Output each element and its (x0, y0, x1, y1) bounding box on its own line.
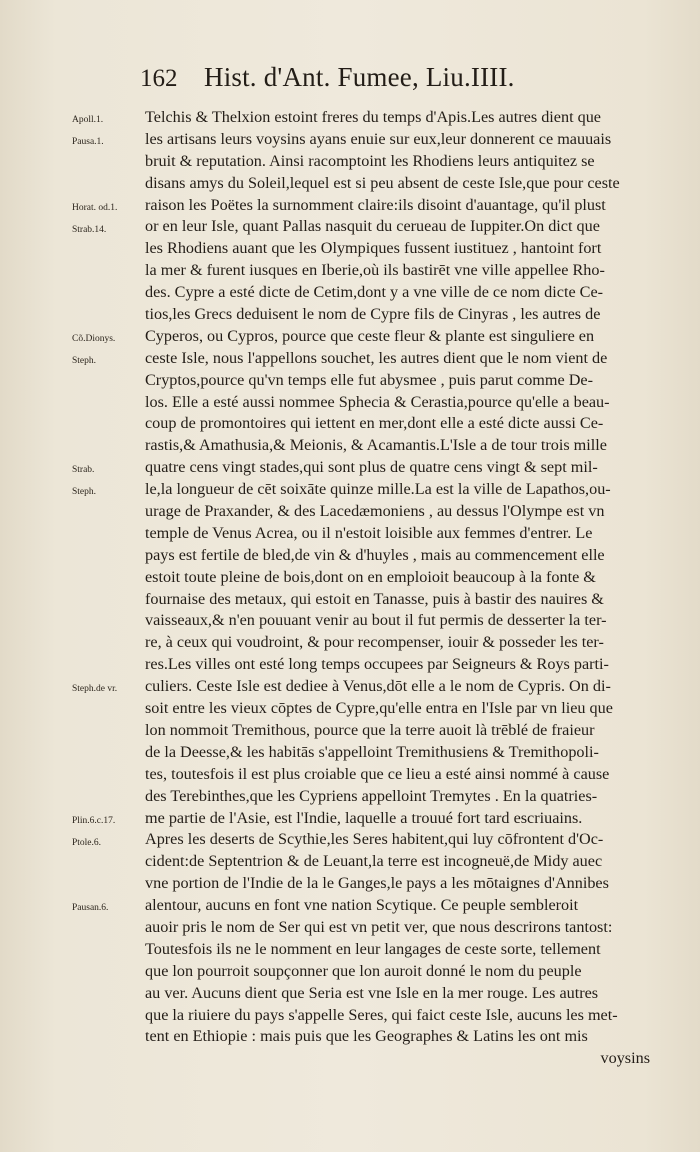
margin-note: Plin.6.c.17. (72, 815, 116, 826)
margin-note: Pausa.1. (72, 136, 104, 147)
text-line: des Terebinthes,que les Cypriens appelloint Tremytes . En la quatries- (145, 786, 598, 805)
text-line: de la Deesse,& les habitās s'appelloint Tremithusiens & Tremithopoli- (145, 742, 599, 761)
text-line: soit entre les vieux cōptes de Cypre,qu'elle entra en l'Isle par vn lieu que (145, 699, 613, 718)
text-line: Apres les deserts de Scythie,les Seres habitent,qui luy cōfrontent d'Oc- (145, 830, 604, 849)
text-line: bruit & reputation. Ainsi racomptoint les Rhodiens leurs antiquitez se (145, 151, 595, 170)
text-line: alentour, aucuns en font vne nation Scytique. Ce peuple sembleroit (145, 896, 579, 915)
text-line: les Rhodiens auant que les Olympiques fussent iustituez , hantoint fort (145, 239, 602, 258)
text-line: le,la longueur de cēt soixāte quinze mille.La est la ville de Lapathos,ou- (145, 480, 611, 499)
text-line: Telchis & Thelxion estoint freres du temps d'Apis.Les autres dient que (145, 108, 601, 126)
margin-note: Strab. (72, 465, 95, 476)
margin-note: Steph. (72, 355, 97, 366)
text-line: tent en Ethiopie : mais puis que les Geographes & Latins les ont mis (145, 1027, 588, 1046)
text-line: les artisans leurs voysins ayans enuie sur eux,leur donnerent ce mauuais (145, 129, 612, 148)
text-line: pays est fertile de bled,de vin & d'huyles , mais au commencement elle (145, 545, 605, 564)
margin-note: Steph. (72, 487, 97, 498)
text-line: la mer & furent iusques en Iberie,où ils bastirēt vne ville appellee Rho- (145, 261, 605, 280)
text-line: quatre cens vingt stades,qui sont plus de quatre cens vingt & sept mil- (145, 458, 598, 477)
text-line: urage de Praxander, & des Lacedæmoniens , au dessus l'Olympe est vn (145, 502, 605, 521)
text-line: que lon pourroit soupçonner que lon auroit donné le nom du peuple (145, 961, 582, 980)
text-line: me partie de l'Asie, est l'Indie, laquelle a trouué fort tard escriuains. (145, 808, 583, 827)
text-line: Toutesfois ils ne le nomment en leur langages de ceste sorte, tellement (145, 939, 601, 958)
text-line: res.Les villes ont esté long temps occupees par Seigneurs & Roys parti- (145, 655, 609, 674)
text-line: disans amys du Soleil,lequel est si peu absent de ceste Isle,que pour ceste (145, 173, 620, 192)
page-number: 162 (140, 65, 178, 92)
running-title: Hist. d'Ant. Fumee, Liu.IIII. (204, 62, 515, 92)
page-header (140, 62, 660, 93)
body-text (145, 107, 650, 1070)
text-line: tes, toutesfois il est plus croiable que ce lieu a esté ainsi nommé à cause (145, 764, 610, 783)
text-line: estoit toute pleine de bois,dont on en emploioit beaucoup à la fonte & (145, 567, 596, 586)
text-line: raison les Poëtes la surnomment claire:ils disoint d'auantage, qu'il plust (145, 195, 606, 214)
text-line: ceste Isle, nous l'appellons souchet, les autres dient que le nom vient de (145, 348, 608, 367)
text-line: re, à ceux qui voudroint, & pour recompenser, iouir & posseder les ter- (145, 633, 604, 652)
text-line: voysins (600, 1049, 650, 1068)
margin-note: Apoll.1. (72, 115, 104, 125)
text-line: fournaise des metaux, qui estoit en Tanasse, puis à bastir des nauires & (145, 589, 604, 608)
margin-note: Pausan.6. (72, 903, 109, 914)
text-line: culiers. Ceste Isle est dediee à Venus,dōt elle a le nom de Cypris. On di- (145, 677, 611, 696)
margin-note: Horat. od.1. (72, 202, 118, 213)
text-line: cident:de Septentrion & de Leuant,la terre est incogneuë,de Midy auec (145, 852, 603, 871)
text-line: lon nommoit Tremithous, pource que la terre auoit là trēblé de fraieur (145, 720, 595, 739)
margin-note: Cõ.Dionys. (72, 334, 116, 344)
text-line: que la riuiere du pays s'appelle Seres, qui faict ceste Isle, aucuns les met- (145, 1005, 618, 1024)
text-line: tios,les Grecs deduisent le nom de Cypre fils de Cinyras , les autres de (145, 305, 601, 324)
text-line: coup de promontoires qui iettent en mer,dont elle a esté dicte aussi Ce- (145, 414, 604, 433)
text-line: los. Elle a esté aussi nommee Sphecia & Cerastia,pource qu'elle a beau- (145, 392, 610, 411)
text-line: auoir pris le nom de Ser qui est vn petit ver, que nous descrirons tantost: (145, 917, 613, 936)
text-line: des. Cypre a esté dicte de Cetim,dont y a vne ville de ce nom dicte Ce- (145, 283, 604, 302)
margin-note: Strab.14. (72, 224, 107, 235)
text-line: rastis,& Amathusia,& Meionis, & Acamantis.L'Isle a de tour trois mille (145, 436, 607, 455)
text-line: au ver. Aucuns dient que Seria est vne Isle en la mer rouge. Les autres (145, 983, 599, 1002)
text-line: Cyperos, ou Cypros, pource que ceste fleur & plante est singuliere en (145, 326, 595, 345)
text-line: temple de Venus Acrea, ou il n'estoit loisible aux femmes d'entrer. Le (145, 523, 593, 542)
margin-note: Ptole.6. (72, 837, 102, 848)
margin-note: Steph.de vr. (72, 684, 118, 695)
text-line: vaisseaux,& n'en pouuant venir au bout il fut permis de desserter la ter- (145, 611, 607, 630)
text-line: vne portion de l'Indie de la le Ganges,le pays a les mōtaignes d'Annibes (145, 874, 609, 893)
text-line: or en leur Isle, quant Pallas nasquit du cerueau de Iuppiter.On dict que (145, 217, 600, 236)
text-line: Cryptos,pource qu'vn temps elle fut abysmee , puis parut comme De- (145, 370, 593, 389)
